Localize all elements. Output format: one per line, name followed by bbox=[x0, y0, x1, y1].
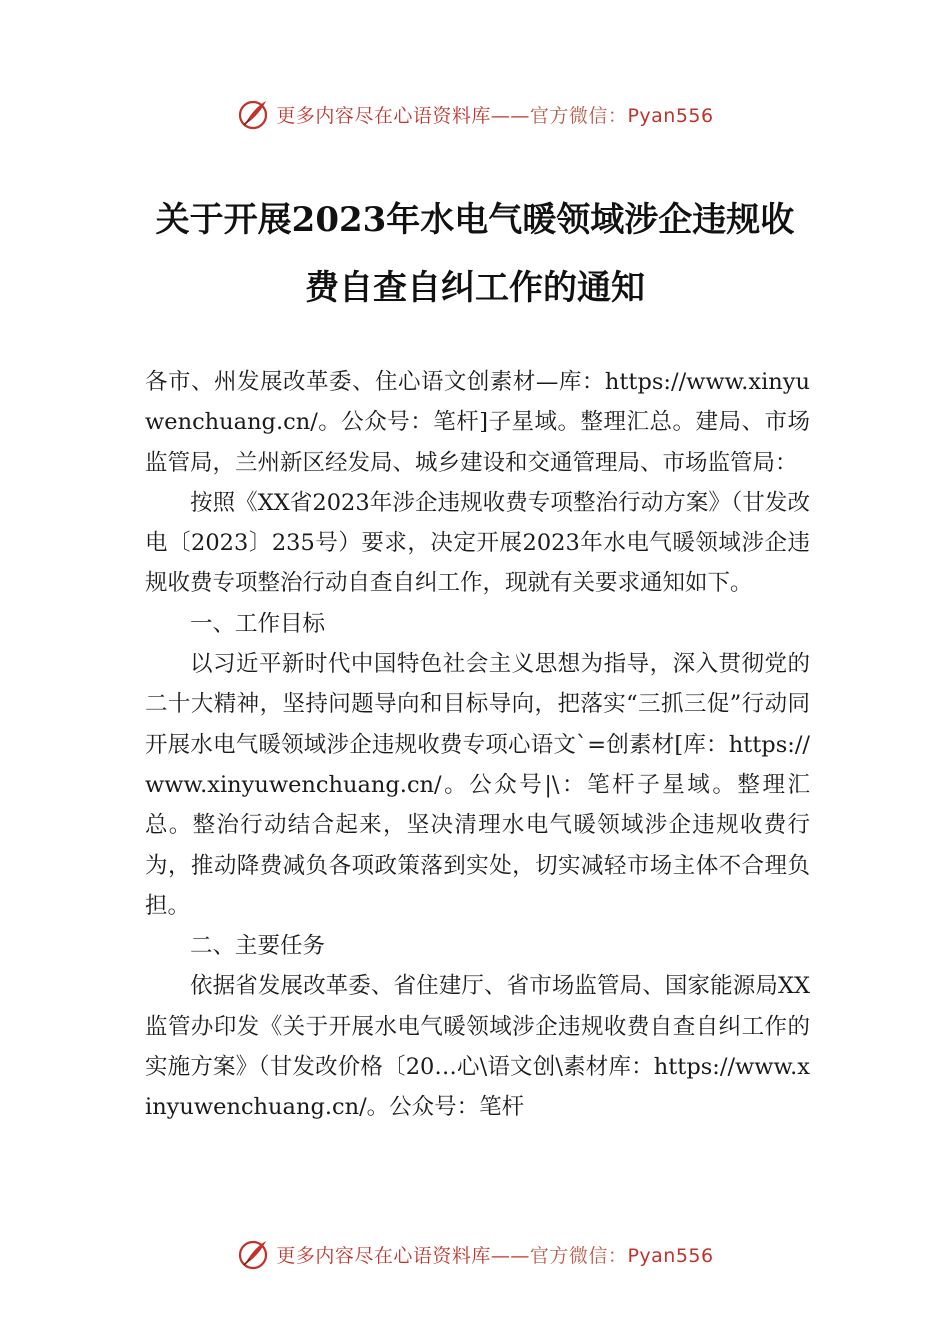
banner-main-text: 更多内容尽在心语资料库 bbox=[276, 104, 491, 127]
document-title-line-1: 关于开展2023年水电气暖领域涉企违规收 bbox=[155, 200, 795, 240]
banner-wechat-id: Pyan556 bbox=[627, 1244, 714, 1267]
banner-separator: —— bbox=[490, 1244, 530, 1267]
section-heading: 一、工作目标 bbox=[190, 610, 326, 637]
banner-official-label: 官方微信： bbox=[529, 1244, 628, 1267]
document-title-line-2: 费自查自纠工作的通知 bbox=[305, 268, 645, 308]
document-body bbox=[145, 362, 810, 1128]
footer-banner bbox=[0, 1234, 950, 1274]
banner-separator: —— bbox=[490, 104, 530, 127]
banner-text bbox=[276, 101, 713, 128]
quill-logo-icon bbox=[236, 1237, 270, 1271]
body-paragraph: 以习近平新时代中国特色社会主义思想为指导，深入贯彻党的二十大精神，坚持问题导向和目标导向，把落实“三抓三促”行动同开展水电气暖领域涉企违规收费专项心语文`=创素材[库：https://www.xinyuwenchuang.cn/。公众号|\：笔杆子星域。整理汇总。整治行动结合起来，坚决清理水电气暖领域涉企违规收费行为，推动降费减负各项政策落到实处，切实减轻市场主体不合理负担。 bbox=[145, 651, 810, 919]
section-heading: 二、主要任务 bbox=[190, 933, 326, 960]
banner-text bbox=[276, 1241, 713, 1268]
banner-wechat-id: Pyan556 bbox=[627, 104, 714, 127]
quill-logo-icon bbox=[236, 97, 270, 131]
body-paragraph: 按照《XX省2023年涉企违规收费专项整治行动方案》（甘发改电〔2023〕235号）要求，决定开展2023年水电气暖领域涉企违规收费专项整治行动自查自纠工作，现就有关要求通知如下。 bbox=[145, 489, 810, 597]
salutation-paragraph: 各市、州发展改革委、住心语文创素材—库：https://www.xinyuwenchuang.cn/。公众号：笔杆]子星域。整理汇总。建局、市场监管局，兰州新区经发局、城乡建设和交通管理局、市场监管局： bbox=[145, 369, 810, 476]
body-paragraph: 依据省发展改革委、省住建厅、省市场监管局、国家能源局XX监管办印发《关于开展水电气暖领域涉企违规收费自查自纠工作的实施方案》（甘发改价格〔20…心\语文创\素材库：https://www.xinyuwenchuang.cn/。公众号：笔杆 bbox=[145, 973, 810, 1121]
header-banner bbox=[0, 94, 950, 134]
banner-main-text: 更多内容尽在心语资料库 bbox=[276, 1244, 491, 1267]
banner-official-label: 官方微信： bbox=[529, 104, 628, 127]
